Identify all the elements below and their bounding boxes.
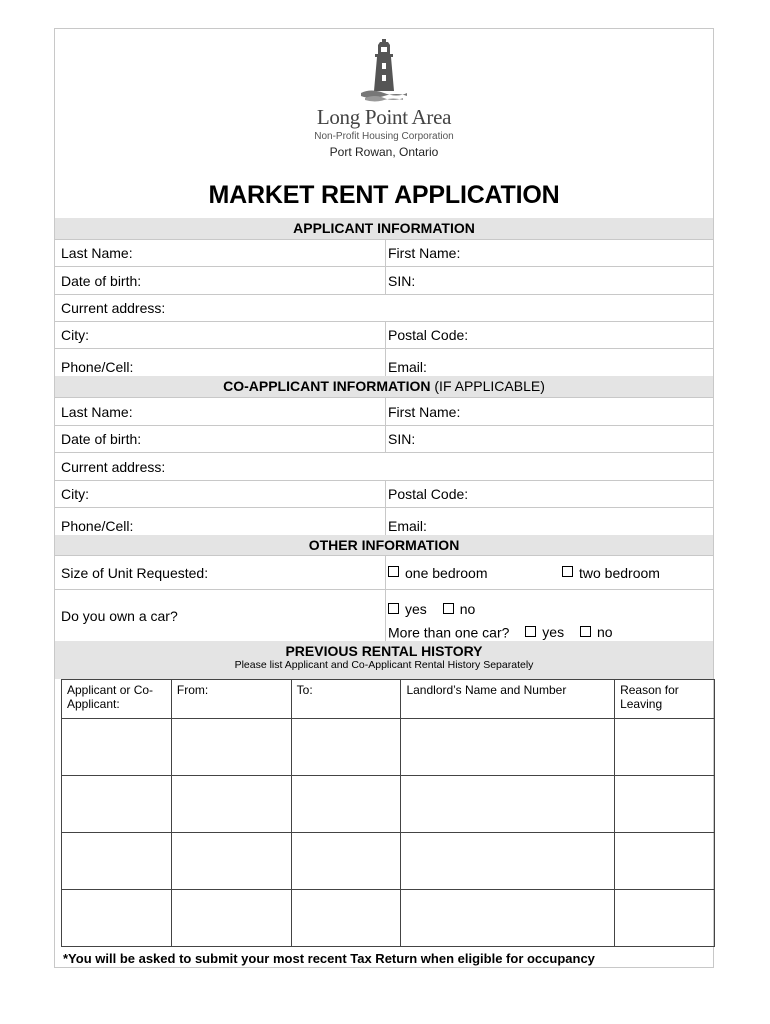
more-than-one-car-label: More than one car? <box>388 624 510 641</box>
table-row <box>62 776 715 833</box>
table-cell[interactable] <box>401 833 615 890</box>
divider <box>385 590 386 641</box>
table-cell[interactable] <box>62 890 172 947</box>
table-cell[interactable] <box>615 776 715 833</box>
car-no-label: no <box>459 601 476 617</box>
divider <box>385 426 386 452</box>
applicant-phone-field[interactable]: Phone/Cell: <box>61 359 134 375</box>
car-yes-option[interactable] <box>388 601 427 617</box>
rental-history-header-row <box>62 680 715 719</box>
applicant-dob-row <box>55 266 713 294</box>
org-location: Port Rowan, Ontario <box>329 145 439 159</box>
table-cell[interactable] <box>401 719 615 776</box>
divider <box>385 556 386 589</box>
multi-car-no-checkbox[interactable] <box>580 626 591 637</box>
co-applicant-first-name-field[interactable]: First Name: <box>388 403 461 420</box>
unit-size-options <box>388 556 660 589</box>
column-header: Reason for Leaving <box>615 680 715 719</box>
table-cell[interactable] <box>62 719 172 776</box>
table-cell[interactable] <box>291 833 401 890</box>
table-row <box>62 890 715 947</box>
org-subtitle: Non-Profit Housing Corporation <box>314 131 454 142</box>
org-name: Long Point Area <box>316 105 452 129</box>
applicant-city-field[interactable]: City: <box>61 327 89 343</box>
org-logo <box>55 39 713 169</box>
applicant-section-title: APPLICANT INFORMATION <box>293 220 475 236</box>
table-cell[interactable] <box>62 776 172 833</box>
other-section-title: OTHER INFORMATION <box>308 537 460 553</box>
table-cell[interactable] <box>171 776 291 833</box>
table-row <box>62 719 715 776</box>
one-bedroom-label: one bedroom <box>405 564 488 581</box>
table-cell[interactable] <box>171 719 291 776</box>
applicant-address-field[interactable]: Current address: <box>61 300 166 316</box>
lighthouse-icon <box>359 39 409 103</box>
multi-car-yes-checkbox[interactable] <box>525 626 536 637</box>
table-cell[interactable] <box>62 833 172 890</box>
applicant-last-name-field[interactable]: Last Name: <box>61 245 133 261</box>
applicant-email-field[interactable]: Email: <box>388 359 427 375</box>
table-cell[interactable] <box>291 890 401 947</box>
column-header: Applicant or Co-Applicant: <box>62 680 172 719</box>
applicant-section-header <box>55 218 713 239</box>
co-applicant-city-field[interactable]: City: <box>61 486 89 502</box>
co-applicant-section-header <box>55 376 713 397</box>
one-bedroom-option[interactable] <box>388 565 488 581</box>
column-header: Landlord’s Name and Number <box>401 680 615 719</box>
two-bedroom-label: two bedroom <box>579 564 660 581</box>
own-car-label: Do you own a car? <box>61 607 178 624</box>
own-car-options <box>388 601 475 618</box>
co-applicant-email-field[interactable]: Email: <box>388 518 427 534</box>
co-applicant-postal-field[interactable]: Postal Code: <box>388 486 469 502</box>
co-applicant-name-row <box>55 397 713 425</box>
car-no-checkbox[interactable] <box>443 603 454 614</box>
table-cell[interactable] <box>401 890 615 947</box>
form-title: MARKET RENT APPLICATION <box>208 181 560 209</box>
rental-history-title: PREVIOUS RENTAL HISTORY <box>285 643 483 659</box>
divider <box>385 398 386 425</box>
applicant-sin-field[interactable]: SIN: <box>388 272 416 289</box>
table-cell[interactable] <box>615 833 715 890</box>
co-applicant-phone-row <box>55 507 713 535</box>
table-cell[interactable] <box>615 719 715 776</box>
table-cell[interactable] <box>171 890 291 947</box>
rental-history-table <box>61 679 715 947</box>
applicant-address-row <box>55 294 713 321</box>
car-no-option[interactable] <box>443 601 476 617</box>
co-applicant-section-note: (IF APPLICABLE) <box>430 378 545 394</box>
other-section-header <box>55 535 713 555</box>
unit-size-label: Size of Unit Requested: <box>61 564 209 581</box>
rental-history-section-header <box>55 641 713 679</box>
column-header: To: <box>291 680 401 719</box>
co-applicant-section-title: CO-APPLICANT INFORMATION <box>223 378 431 394</box>
co-applicant-last-name-field[interactable]: Last Name: <box>61 403 133 420</box>
application-form <box>54 28 714 968</box>
applicant-name-row <box>55 239 713 266</box>
divider <box>385 240 386 266</box>
divider <box>385 349 386 376</box>
co-applicant-dob-field[interactable]: Date of birth: <box>61 431 142 447</box>
column-header: From: <box>171 680 291 719</box>
car-yes-label: yes <box>405 601 427 617</box>
two-bedroom-checkbox[interactable] <box>562 566 573 577</box>
car-yes-checkbox[interactable] <box>388 603 399 614</box>
applicant-first-name-field[interactable]: First Name: <box>388 245 461 261</box>
table-cell[interactable] <box>615 890 715 947</box>
rental-history-subtitle: Please list Applicant and Co-Applicant Rental History Separately <box>234 659 534 671</box>
two-bedroom-option[interactable] <box>562 565 660 581</box>
table-cell[interactable] <box>291 776 401 833</box>
co-applicant-phone-field[interactable]: Phone/Cell: <box>61 518 134 534</box>
divider <box>385 267 386 294</box>
table-cell[interactable] <box>401 776 615 833</box>
multi-car-yes-label: yes <box>542 624 565 640</box>
table-cell[interactable] <box>291 719 401 776</box>
divider <box>385 481 386 507</box>
applicant-city-row <box>55 321 713 348</box>
divider <box>385 508 386 535</box>
unit-size-row <box>55 555 713 589</box>
applicant-postal-field[interactable]: Postal Code: <box>388 327 469 343</box>
table-cell[interactable] <box>171 833 291 890</box>
co-applicant-dob-row <box>55 425 713 452</box>
car-row <box>55 589 713 641</box>
co-applicant-sin-field[interactable]: SIN: <box>388 431 416 447</box>
applicant-dob-field[interactable]: Date of birth: <box>61 272 142 289</box>
table-row <box>62 833 715 890</box>
applicant-phone-row <box>55 348 713 376</box>
tax-return-note: *You will be asked to submit your most recent Tax Return when eligible for occupancy <box>63 951 595 966</box>
divider <box>385 322 386 348</box>
co-applicant-address-field[interactable]: Current address: <box>61 458 166 475</box>
co-applicant-city-row <box>55 480 713 507</box>
multi-car-yes-option[interactable] <box>525 624 564 640</box>
multiple-cars-options <box>388 624 613 641</box>
multi-car-no-label: no <box>596 624 613 640</box>
one-bedroom-checkbox[interactable] <box>388 566 399 577</box>
co-applicant-address-row <box>55 452 713 480</box>
multi-car-no-option[interactable] <box>580 624 613 640</box>
